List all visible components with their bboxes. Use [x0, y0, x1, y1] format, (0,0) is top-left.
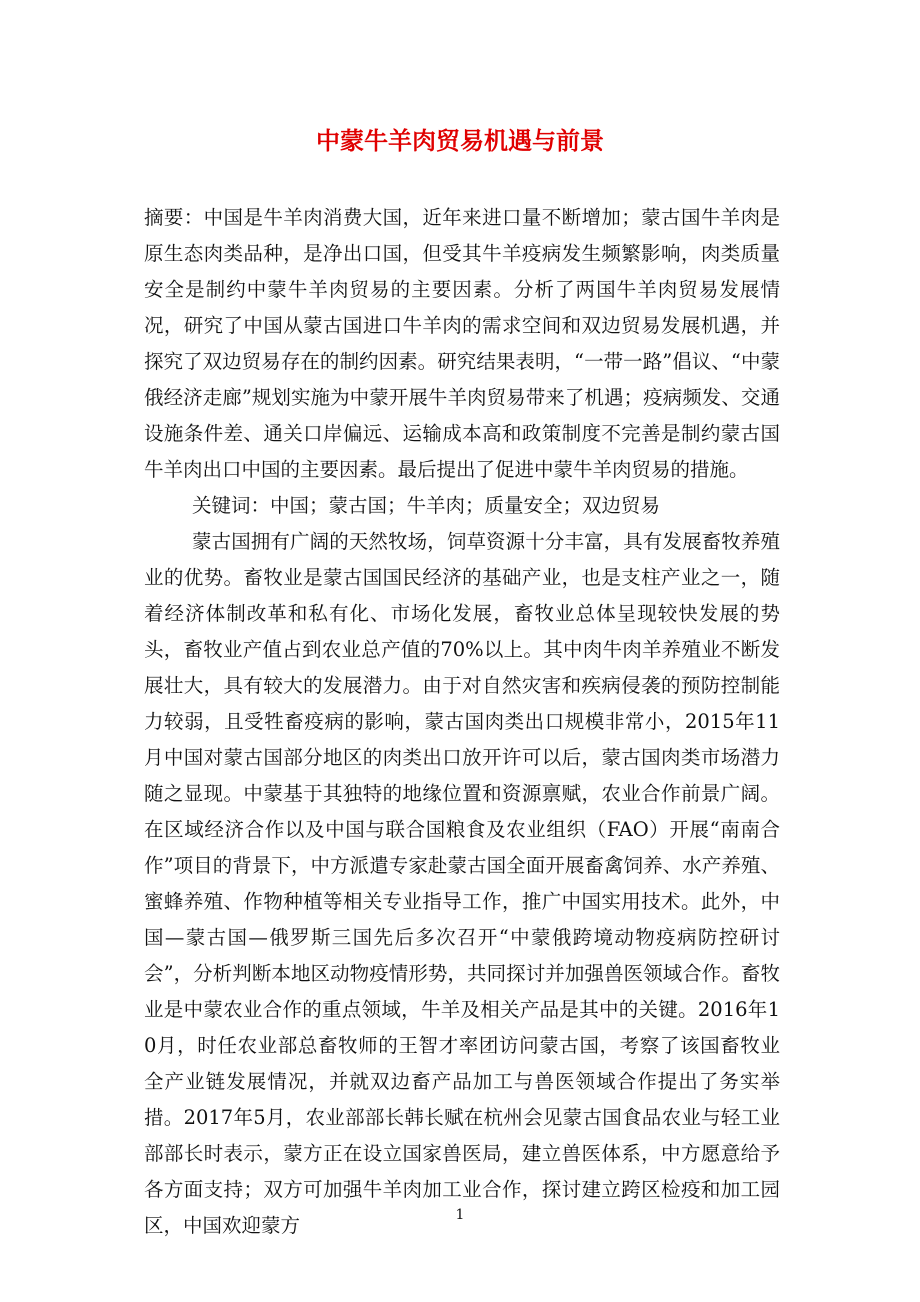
abstract-paragraph: 摘要：中国是牛羊肉消费大国，近年来进口量不断增加；蒙古国牛羊肉是原生态肉类品种，是净出口国，但受其牛羊疫病发生频繁影响，肉类质量安全是制约中蒙牛羊肉贸易的主要因素。分析了两国牛羊肉贸易发展情况，研究了中国从蒙古国进口牛羊肉的需求空间和双边贸易发展机遇，并探究了双边贸易存在的制约因素。研究结果表明，“一带一路”倡议、“中蒙俄经济走廊”规划实施为中蒙开展牛羊肉贸易带来了机遇；疫病频发、交通设施条件差、通关口岸偏远、运输成本高和政策制度不完善是制约蒙古国牛羊肉出口中国的主要因素。最后提出了促进中蒙牛羊肉贸易的措施。: [144, 206, 780, 481]
body-paragraph: 蒙古国拥有广阔的天然牧场，饲草资源十分丰富，具有发展畜牧养殖业的优势。畜牧业是蒙古国国民经济的基础产业，也是支柱产业之一，随着经济体制改革和私有化、市场化发展，畜牧业总体呈现较快发展的势头，畜牧业产值占到农业总产值的70%以上。其中肉牛肉羊养殖业不断发展壮大，具有较大的发展潜力。由于对自然灾害和疾病侵袭的预防控制能力较弱，且受牲畜疫病的影响，蒙古国肉类出口规模非常小，2015年11月中国对蒙古国部分地区的肉类出口放开许可以后，蒙古国肉类市场潜力随之显现。中蒙基于其独特的地缘位置和资源禀赋，农业合作前景广阔。在区域经济合作以及中国与联合国粮食及农业组织（FAO）开展“南南合作”项目的背景下，中方派遣专家赴蒙古国全面开展畜禽饲养、水产养殖、蜜蜂养殖、作物种植等相关专业指导工作，推广中国实用技术。此外，中国—蒙古国—俄罗斯三国先后多次召开“中蒙俄跨境动物疫病防控研讨会”，分析判断本地区动物疫情形势，共同探讨并加强兽医领域合作。畜牧业是中蒙农业合作的重点领域，牛羊及相关产品是其中的关键。2016年10月，时任农业部总畜牧师的王智才率团访问蒙古国，考察了该国畜牧业全产业链发展情况，并就双边畜产品加工与兽医领域合作提出了务实举措。2017年5月，农业部部长韩长赋在杭州会见蒙古国食品农业与轻工业部部长时表示，蒙方正在设立国家兽医局，建立兽医体系，中方愿意给予各方面支持；双方可加强牛羊肉加工业合作，探讨建立跨区检疫和加工园区，中国欢迎蒙方: [144, 530, 780, 1237]
document-body: [144, 200, 780, 1244]
document-title: 中蒙牛羊肉贸易机遇与前景: [316, 127, 604, 155]
page-number: 1: [455, 1207, 465, 1223]
keywords-paragraph: 关键词：中国；蒙古国；牛羊肉；质量安全；双边贸易: [192, 494, 661, 517]
